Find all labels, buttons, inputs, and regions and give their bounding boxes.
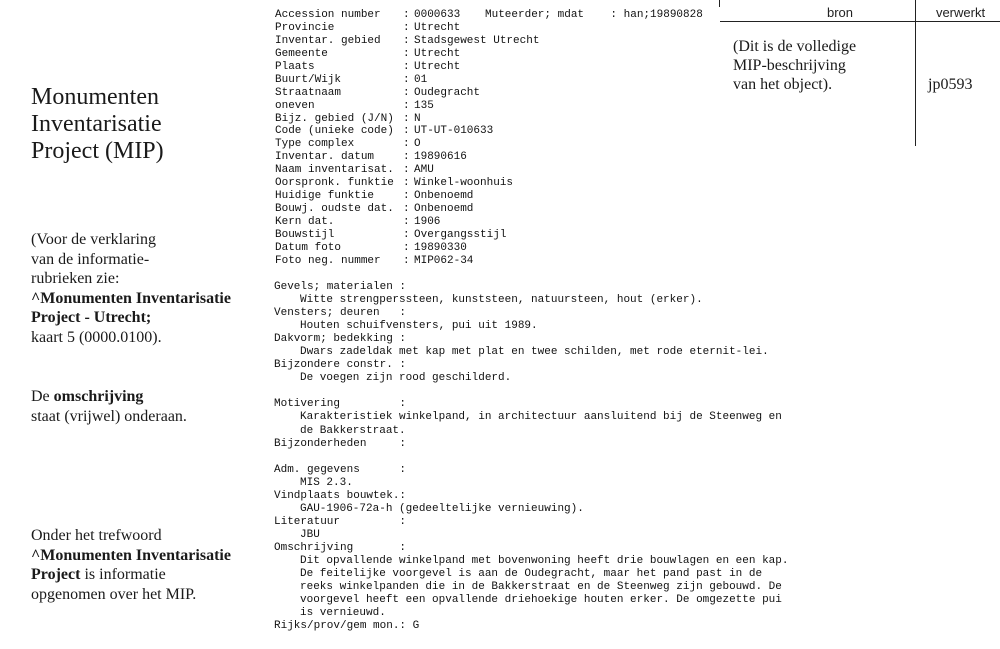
field-label: Gevels; materialen : <box>274 281 407 293</box>
field-label: Straatnaam <box>275 86 342 99</box>
record-row <box>275 177 539 190</box>
field-separator: : <box>403 112 410 125</box>
field-value: 01 <box>414 73 428 86</box>
title-line: Project (MIP) <box>31 138 164 164</box>
field-separator: : <box>403 21 410 34</box>
field-value: Stadsgewest Utrecht <box>414 34 540 47</box>
field-value: Utrecht <box>414 47 461 60</box>
field-value: Overgangsstijl <box>414 228 507 241</box>
field-separator: : <box>403 216 410 228</box>
record-row <box>275 164 539 177</box>
field-label: Naam inventarisat. <box>275 164 394 177</box>
field-label: oneven <box>275 99 315 112</box>
field-value: Witte strengperssteen, kunststeen, natuursteen, hout (erker). <box>300 294 703 307</box>
field-label: Omschrijving : <box>274 541 407 554</box>
note-line: (Voor de verklaring <box>31 231 156 248</box>
description-block <box>274 281 788 633</box>
note-emphasis: omschrijving <box>53 388 144 405</box>
field-value: GAU-1906-72a-h (gedeeltelijke vernieuwing). <box>300 502 584 515</box>
field-label: Code (unieke code) <box>275 125 394 138</box>
record-row <box>275 216 539 229</box>
field-value: voorgevel heeft een opvallende driehoekige houten erker. De omgezette pui <box>300 594 782 607</box>
note-line: rubrieken zie: <box>31 270 120 287</box>
field-label: Rijks/prov/gem mon.: <box>274 620 407 633</box>
record-row <box>275 61 539 74</box>
note-line: opgenomen over het MIP. <box>31 585 197 603</box>
field-value: reeks winkelpanden die in de Bakkerstraat en de Steenweg zijn gebouwd. De <box>300 581 782 594</box>
table-header-rule <box>720 21 1000 22</box>
field-label: Accession number <box>275 9 381 21</box>
field-label: Vindplaats bouwtek.: <box>274 489 407 502</box>
record-row <box>275 151 539 164</box>
field-separator: : <box>403 190 410 203</box>
table-border-left <box>719 0 720 7</box>
cross-reference-link[interactable]: ^Monumenten Inventarisatie <box>31 289 231 307</box>
field-value: Dit opvallende winkelpand met bovenwoning heeft drie bouwlagen en een kap. <box>300 554 789 567</box>
field-label: Huidige funktie <box>275 190 375 203</box>
field-value: 0000633 <box>414 9 461 21</box>
bron-line: MIP-beschrijving <box>733 57 846 74</box>
note-line: Onder het trefwoord <box>31 527 162 544</box>
field-label: Inventar. datum <box>275 151 375 164</box>
field-separator: : <box>403 73 410 86</box>
field-value: O <box>414 138 421 151</box>
field-label: Buurt/Wijk <box>275 73 342 86</box>
field-label: Dakvorm; bedekking : <box>274 333 407 346</box>
field-value: 135 <box>414 99 434 112</box>
field-label: Bouwj. oudste dat. <box>275 203 394 216</box>
record-row <box>275 22 539 35</box>
field-label: Bijz. gebied (J/N) <box>275 112 394 125</box>
record-row <box>275 87 539 100</box>
record-row <box>275 242 539 255</box>
field-separator: : <box>403 254 410 267</box>
bron-line: van het object). <box>733 76 833 93</box>
field-label: Literatuur : <box>274 515 407 528</box>
note-line: van de informatie- <box>31 250 150 268</box>
field-label: Vensters; deuren : <box>274 307 407 320</box>
record-row <box>275 229 539 242</box>
field-label: Bijzonderheden : <box>274 437 407 450</box>
field-separator: : <box>403 60 410 73</box>
field-label: Gemeente <box>275 47 328 60</box>
field-value: MIS 2.3. <box>300 476 353 489</box>
field-value: N <box>414 112 421 125</box>
record-row <box>275 203 539 216</box>
field-label: Kern dat. <box>275 216 335 228</box>
field-value: Oudegracht <box>414 86 481 99</box>
record-row <box>275 74 539 87</box>
field-value: 19890616 <box>414 151 467 164</box>
cross-reference-link[interactable]: Project <box>31 566 81 583</box>
record-row <box>275 35 539 48</box>
note-text: De <box>31 388 54 405</box>
field-separator: : <box>403 164 410 177</box>
note-line: staat (vrijwel) onderaan. <box>31 407 187 425</box>
field-value: de Bakkerstraat. <box>300 424 406 437</box>
field-label: Type complex <box>275 138 355 151</box>
record-fields <box>275 9 703 268</box>
field-value: MIP062-34 <box>414 254 474 267</box>
field-separator: : <box>403 228 410 241</box>
field-value: JBU <box>300 528 320 541</box>
field-value: 19890330 <box>414 241 467 254</box>
verwerkt-code: jp0593 <box>928 76 973 93</box>
field-separator: : <box>403 177 410 190</box>
field-label: Bouwstijl <box>275 228 335 241</box>
note-text: is informatie <box>80 566 166 583</box>
note-line: kaart 5 (0000.0100). <box>31 328 162 346</box>
field-value: De feitelijke voorgevel is aan de Oudegracht, maar het pand past in de <box>300 568 763 581</box>
record-row <box>275 138 539 151</box>
field-label: Motivering : <box>274 398 407 411</box>
title-line: Monumenten <box>31 84 159 110</box>
field-separator: : <box>403 151 410 164</box>
bron-line: (Dit is de volledige <box>733 38 857 55</box>
field-value: Utrecht <box>414 21 461 34</box>
record-row <box>275 48 539 61</box>
field-value: Onbenoemd <box>414 190 474 203</box>
field-value: Houten schuifvensters, pui uit 1989. <box>300 320 538 333</box>
field-value: Utrecht <box>414 60 461 73</box>
field-value: is vernieuwd. <box>300 607 386 620</box>
page-title <box>31 84 241 165</box>
cross-reference-link[interactable]: ^Monumenten Inventarisatie <box>31 546 231 564</box>
field-separator: : <box>403 99 410 112</box>
bron-header: bron <box>826 5 854 20</box>
field-value: Dwars zadeldak met kap met plat en twee schilden, met rode eternit-lei. <box>300 346 769 359</box>
record-row <box>275 255 539 268</box>
field-separator: : <box>403 125 410 138</box>
field-separator: : <box>403 47 410 60</box>
explanation-note <box>31 230 256 347</box>
field-value: Winkel-woonhuis <box>414 177 514 190</box>
field-separator: : <box>403 9 410 21</box>
field-separator: : <box>403 203 410 216</box>
title-line: Inventarisatie <box>31 111 162 137</box>
field-value: UT-UT-010633 <box>414 125 494 138</box>
field-value: G <box>412 620 420 633</box>
field-value: De voegen zijn rood geschilderd. <box>300 372 512 385</box>
field-value: 1906 <box>414 216 441 228</box>
record-row <box>275 125 539 138</box>
field-label: Oorspronk. funktie <box>275 177 394 190</box>
field-separator: : <box>403 86 410 99</box>
field-value: Karakteristiek winkelpand, in architectuur aansluitend bij de Steenweg en <box>300 411 782 424</box>
field-label: Adm. gegevens : <box>274 463 407 476</box>
cross-reference-link[interactable]: Project - Utrecht; <box>31 309 152 326</box>
field-label: Bijzondere constr. : <box>274 359 407 372</box>
record-row <box>275 190 539 203</box>
field-separator: : <box>403 138 410 151</box>
field-label: Plaats <box>275 60 315 73</box>
field-separator: : <box>403 241 410 254</box>
description-note <box>31 387 256 426</box>
field-value: Onbenoemd <box>414 203 474 216</box>
muteerder-field: Muteerder; mdat : han;19890828 <box>485 9 703 21</box>
bron-cell <box>733 37 913 94</box>
field-separator: : <box>403 34 410 47</box>
field-label: Foto neg. nummer <box>275 254 381 267</box>
record-row <box>275 113 539 126</box>
field-label: Inventar. gebied <box>275 34 381 47</box>
field-label: Provincie <box>275 21 335 34</box>
field-value: AMU <box>414 164 434 177</box>
verwerkt-header: verwerkt <box>935 5 986 20</box>
keyword-note <box>31 526 256 604</box>
record-row <box>275 100 539 113</box>
field-label: Datum foto <box>275 241 342 254</box>
